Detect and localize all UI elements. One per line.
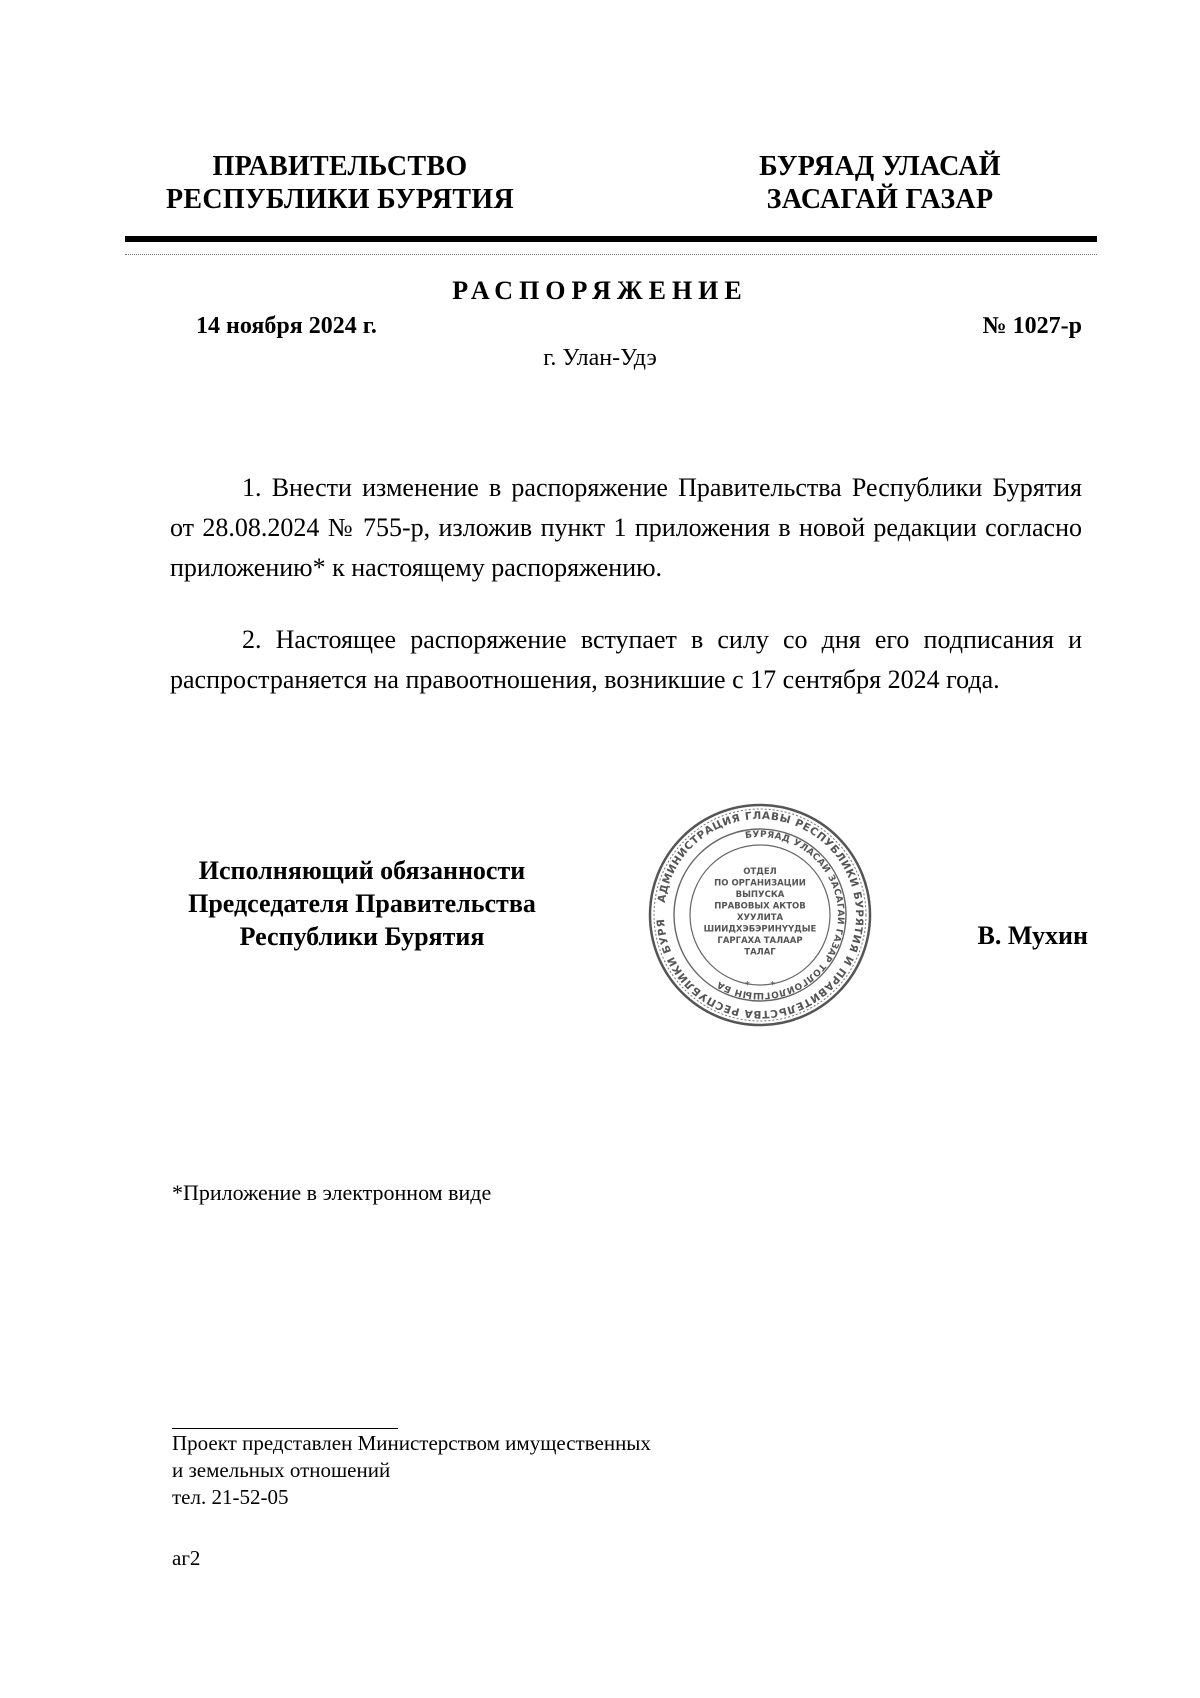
svg-text:*: * — [745, 980, 750, 991]
seal-center-line: ВЫПУСКА — [735, 890, 785, 900]
seal-center-line: ОТДЕЛ — [743, 867, 777, 877]
appendix-note: *Приложение в электронном виде — [172, 1180, 492, 1205]
seal-center-line: ТАЛАГ — [744, 947, 776, 958]
seal-outer-text: АДМИНИСТРАЦИЯ ГЛАВЫ РЕСПУБЛИКИ БУРЯТИЯ И ПРАВИТЕЛЬСТВА РЕСПУБЛИКИ БУРЯ — [654, 809, 866, 1021]
header-right — [715, 150, 1045, 216]
document-title: РАСПОРЯЖЕНИЕ — [452, 276, 748, 305]
header-thick-rule — [125, 236, 1097, 242]
seal-center-line: ШИИДХЭБЭРИНҮҮДЫЕ — [703, 924, 817, 935]
header-right-line1: БУРЯАД УЛАСАЙ — [759, 151, 1001, 182]
body-paragraph-2-block — [170, 620, 1082, 700]
seal-center-line: ПРАВОВЫХ АКТОВ — [714, 901, 806, 912]
svg-text:*: * — [770, 980, 775, 991]
header-left-line2: РЕСПУБЛИКИ БУРЯТИЯ — [166, 184, 514, 215]
footer-line1: Проект представлен Министерством имущественных — [172, 1431, 651, 1455]
body-paragraph-2: 2. Настоящее распоряжение вступает в силу со дня его подписания и распространяется на правоотношения, возникшие с 17 сентября 2024 года. — [170, 625, 1082, 694]
signature-position-line2: Председателя Правительства — [188, 889, 536, 918]
document-date: 14 ноября 2024 г. — [196, 313, 377, 339]
seal-inner-text: БУРЯАД УЛАСАЙ ЗАСАГАЙ ГАЗАР ТОЛГОЙЛОГШЫН БА — [715, 829, 846, 1001]
signature-position-line1: Исполняющий обязанности — [198, 856, 526, 885]
body-paragraph-1: 1. Внести изменение в распоряжение Правительства Республики Бурятия от 28.08.2024 № 755-р, изложив пункт 1 приложения в новой редакции согласно приложению* к настоящему распоряжению. — [170, 473, 1082, 582]
seal-center-line: ПО ОРГАНИЗАЦИИ — [714, 878, 806, 889]
footer-code: аг2 — [172, 1546, 201, 1570]
header-dotted-rule — [125, 254, 1097, 255]
official-seal — [645, 800, 875, 1030]
seal-icon — [645, 800, 875, 1030]
signature-position-line3: Республики Бурятия — [239, 922, 485, 951]
seal-center-line: ГАРГАХА ТАЛААР — [717, 936, 803, 946]
document-number: № 1027-р — [982, 313, 1082, 339]
header-right-line2: ЗАСАГАЙ ГАЗАР — [766, 184, 994, 215]
header-left-line1: ПРАВИТЕЛЬСТВО — [212, 151, 468, 182]
footer-line3: тел. 21-52-05 — [172, 1485, 289, 1509]
document-city: г. Улан-Удэ — [543, 345, 657, 371]
footer-rule — [172, 1428, 398, 1429]
header-left — [150, 150, 530, 216]
footer-block — [172, 1430, 651, 1511]
signature-position — [168, 854, 556, 953]
seal-center-line: ХУУЛИТА — [736, 913, 784, 923]
body-paragraph-1-block — [170, 468, 1082, 588]
signer-name: В. Мухин — [977, 921, 1088, 950]
footer-line2: и земельных отношений — [172, 1458, 391, 1482]
